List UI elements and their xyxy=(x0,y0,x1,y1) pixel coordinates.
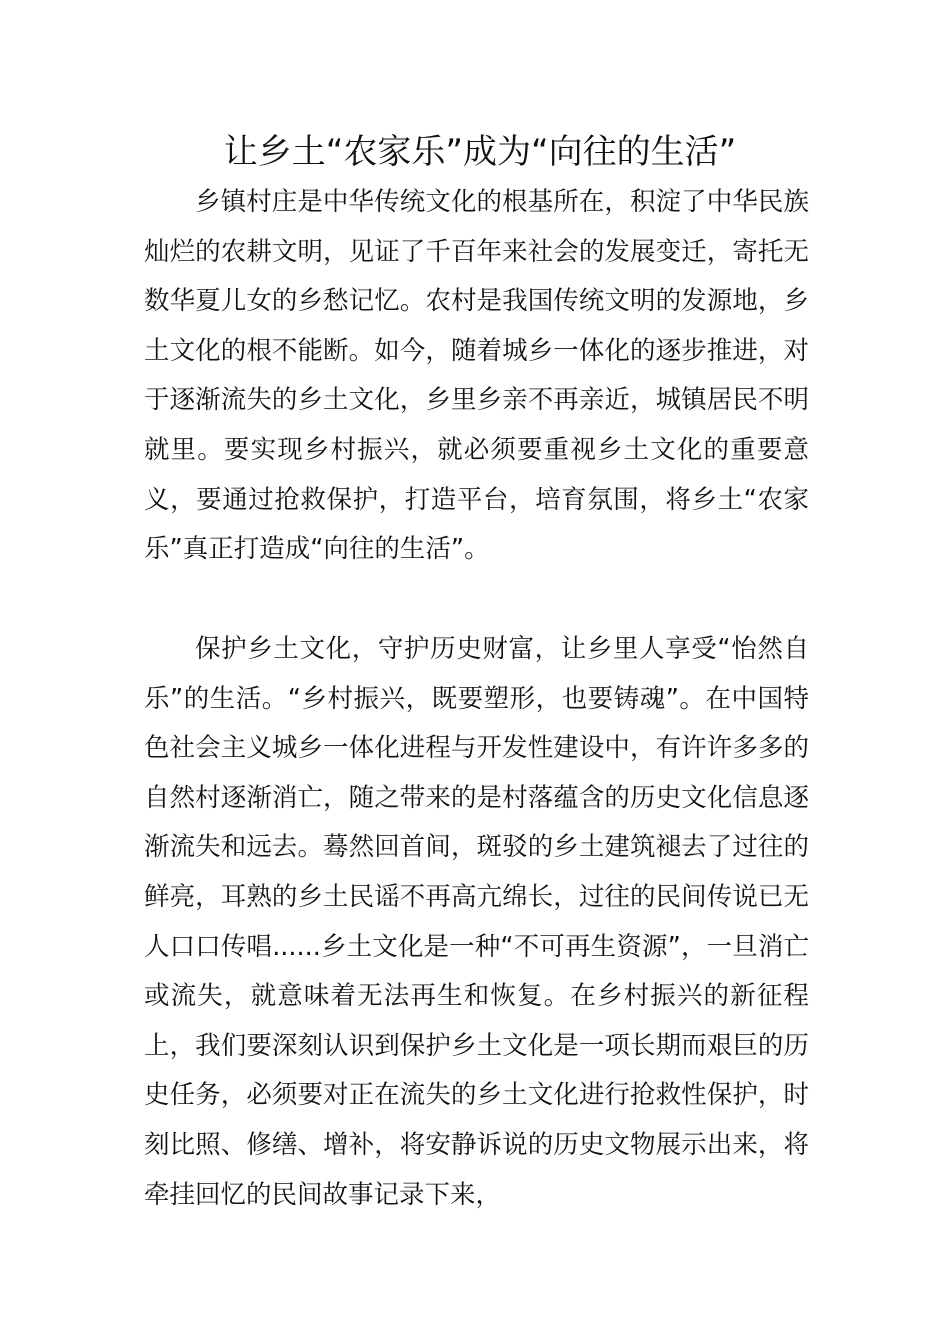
paragraph-2: 保护乡土文化，守护历史财富，让乡里人享受“怡然自乐”的生活。“乡村振兴，既要塑形，也要铸魂”。在中国特色社会主义城乡一体化进程与开发性建设中，有许许多多的自然村逐渐消亡，随之带来的是村落蕴含的历史文化信息逐渐流失和远去。蓦然回首间，斑驳的乡土建筑褪去了过往的鲜亮，耳熟的乡土民谣不再高亢绵长，过往的民间传说已无人口口传唱......乡土文化是一种“不可再生资源”，一旦消亡或流失，就意味着无法再生和恢复。在乡村振兴的新征程上，我们要深刻认识到保护乡土文化是一项长期而艰巨的历史任务，必须要对正在流失的乡土文化进行抢救性保护，时刻比照、修缮、增补，将安静诉说的历史文物展示出来，将牵挂回忆的民间故事记录下来， xyxy=(144,634,809,1210)
document-title: 让乡土“农家乐”成为“向往的生活” xyxy=(223,132,737,172)
paragraph-1: 乡镇村庄是中华传统文化的根基所在，积淀了中华民族灿烂的农耕文明，见证了千百年来社会的发展变迁，寄托无数华夏儿女的乡愁记忆。农村是我国传统文明的发源地，乡土文化的根不能断。如今，随着城乡一体化的逐步推进，对于逐渐流失的乡土文化，乡里乡亲不再亲近，城镇居民不明就里。要实现乡村振兴，就必须要重视乡土文化的重要意义，要通过抢救保护，打造平台，培育氛围，将乡土“农家乐”真正打造成“向往的生活”。 xyxy=(144,187,809,565)
